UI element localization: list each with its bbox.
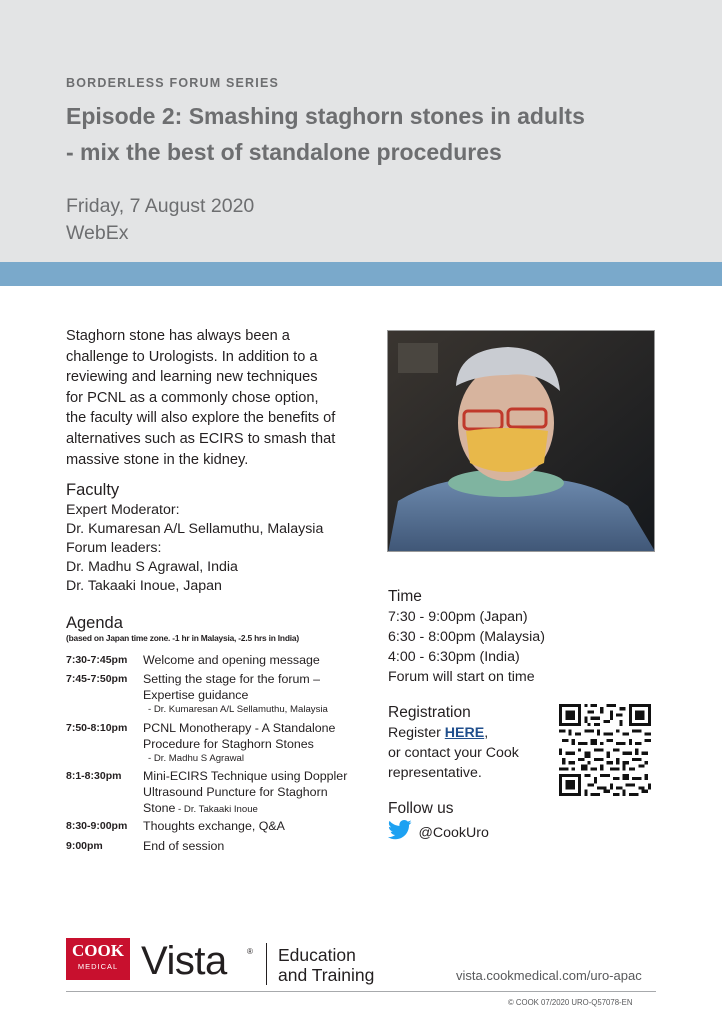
twitter-link[interactable] (388, 820, 489, 845)
edu-line-2: and Training (278, 965, 375, 985)
title-line-2: - mix the best of standalone procedures (66, 139, 502, 165)
moderator-name: Dr. Kumaresan A/L Sellamuthu, Malaysia (66, 521, 324, 537)
agenda-time: 8:1-8:30pm (66, 770, 122, 782)
registered-mark: ® (247, 947, 253, 956)
agenda-time: 9:00pm (66, 840, 103, 852)
surgeon-photo (387, 330, 655, 552)
intro-line: massive stone in the kidney. (66, 451, 249, 468)
intro-line: reviewing and learning new techniques (66, 369, 318, 386)
agenda-item (143, 720, 368, 752)
event-date: Friday, 7 August 2020 (66, 195, 255, 217)
agenda-item (143, 818, 368, 834)
agenda-timezone-note: (based on Japan time zone. -1 hr in Malaysia, -2.5 hrs in India) (66, 633, 299, 643)
time-heading: Time (388, 588, 422, 605)
footer-divider (66, 991, 656, 992)
agenda-item-text: Setting the stage for the forum – (143, 672, 321, 686)
register-prefix: Register (388, 725, 445, 741)
agenda-time: 7:30-7:45pm (66, 654, 128, 666)
register-line-3: representative. (388, 765, 482, 781)
title-line-1: Episode 2: Smashing staghorn stones in adults (66, 103, 585, 129)
agenda-time: 8:30-9:00pm (66, 820, 128, 832)
intro-line: the faculty will also explore the benefits of (66, 410, 336, 427)
agenda-item (143, 652, 368, 668)
twitter-bird-icon (388, 820, 412, 845)
agenda-item-text: Expertise guidance (143, 688, 249, 702)
edu-line-1: Education (278, 945, 356, 965)
cook-logo-sub: MEDICAL (77, 962, 119, 971)
agenda-speaker: - Dr. Madhu S Agrawal (148, 753, 244, 764)
agenda-item-text: Thoughts exchange, Q&A (143, 819, 285, 833)
copyright-text: © COOK 07/2020 URO-Q57078-EN (508, 998, 633, 1007)
agenda-time: 7:45-7:50pm (66, 673, 128, 685)
leaders-label: Forum leaders: (66, 540, 162, 556)
agenda-time: 7:50-8:10pm (66, 722, 128, 734)
intro-line: alternatives such as ECIRS to smash that (66, 430, 336, 447)
cook-logo-text: COOK (72, 941, 124, 960)
leader-name: Dr. Takaaki Inoue, Japan (66, 578, 222, 594)
qr-code[interactable] (559, 704, 651, 796)
agenda-item-text-end: Stone (143, 801, 176, 815)
agenda-item-text: Mini-ECIRS Technique using Doppler (143, 769, 348, 783)
agenda-item (143, 671, 368, 703)
register-here-link[interactable]: HERE (444, 725, 485, 741)
event-venue: WebEx (66, 222, 129, 244)
logo-divider (266, 943, 267, 985)
series-label: BORDERLESS FORUM SERIES (66, 76, 280, 90)
agenda-item-text: Ultrasound Puncture for Staghorn (143, 785, 328, 799)
agenda-item (143, 838, 368, 854)
time-line: 6:30 - 8:00pm (Malaysia) (388, 629, 545, 645)
follow-heading: Follow us (388, 800, 454, 817)
registration-heading: Registration (388, 704, 471, 721)
intro-line: challenge to Urologists. In addition to a (66, 348, 318, 365)
time-line: 4:00 - 6:30pm (India) (388, 649, 520, 665)
accent-band (0, 262, 722, 286)
faculty-heading: Faculty (66, 481, 120, 499)
website-link[interactable]: vista.cookmedical.com/uro-apac (456, 968, 642, 983)
intro-line: for PCNL as a commonly chose option, (66, 389, 319, 406)
register-suffix: , (484, 725, 489, 741)
agenda-item-text: Procedure for Staghorn Stones (143, 737, 314, 751)
agenda-speaker: - Dr. Takaaki Inoue (175, 804, 258, 815)
intro-line: Staghorn stone has always been a (66, 328, 290, 344)
leader-name: Dr. Madhu S Agrawal, India (66, 559, 238, 575)
education-training-label (278, 945, 374, 985)
cook-medical-logo (66, 938, 130, 980)
agenda-item (143, 768, 368, 818)
register-line (388, 725, 488, 741)
agenda-item-text: End of session (143, 839, 225, 853)
page-title (66, 98, 666, 170)
time-line: 7:30 - 9:00pm (Japan) (388, 609, 528, 625)
agenda-item-text: Welcome and opening message (143, 653, 320, 667)
agenda-speaker: - Dr. Kumaresan A/L Sellamuthu, Malaysia (148, 704, 328, 715)
register-line-2: or contact your Cook (388, 745, 519, 761)
vista-logo: Vista (141, 939, 227, 983)
agenda-item-text: PCNL Monotherapy - A Standalone (143, 721, 336, 735)
time-line: Forum will start on time (388, 669, 535, 685)
agenda-heading: Agenda (66, 614, 123, 632)
agenda-item-text (143, 800, 368, 818)
twitter-handle: @CookUro (418, 824, 489, 841)
intro-paragraph (66, 326, 374, 470)
moderator-label: Expert Moderator: (66, 502, 180, 518)
